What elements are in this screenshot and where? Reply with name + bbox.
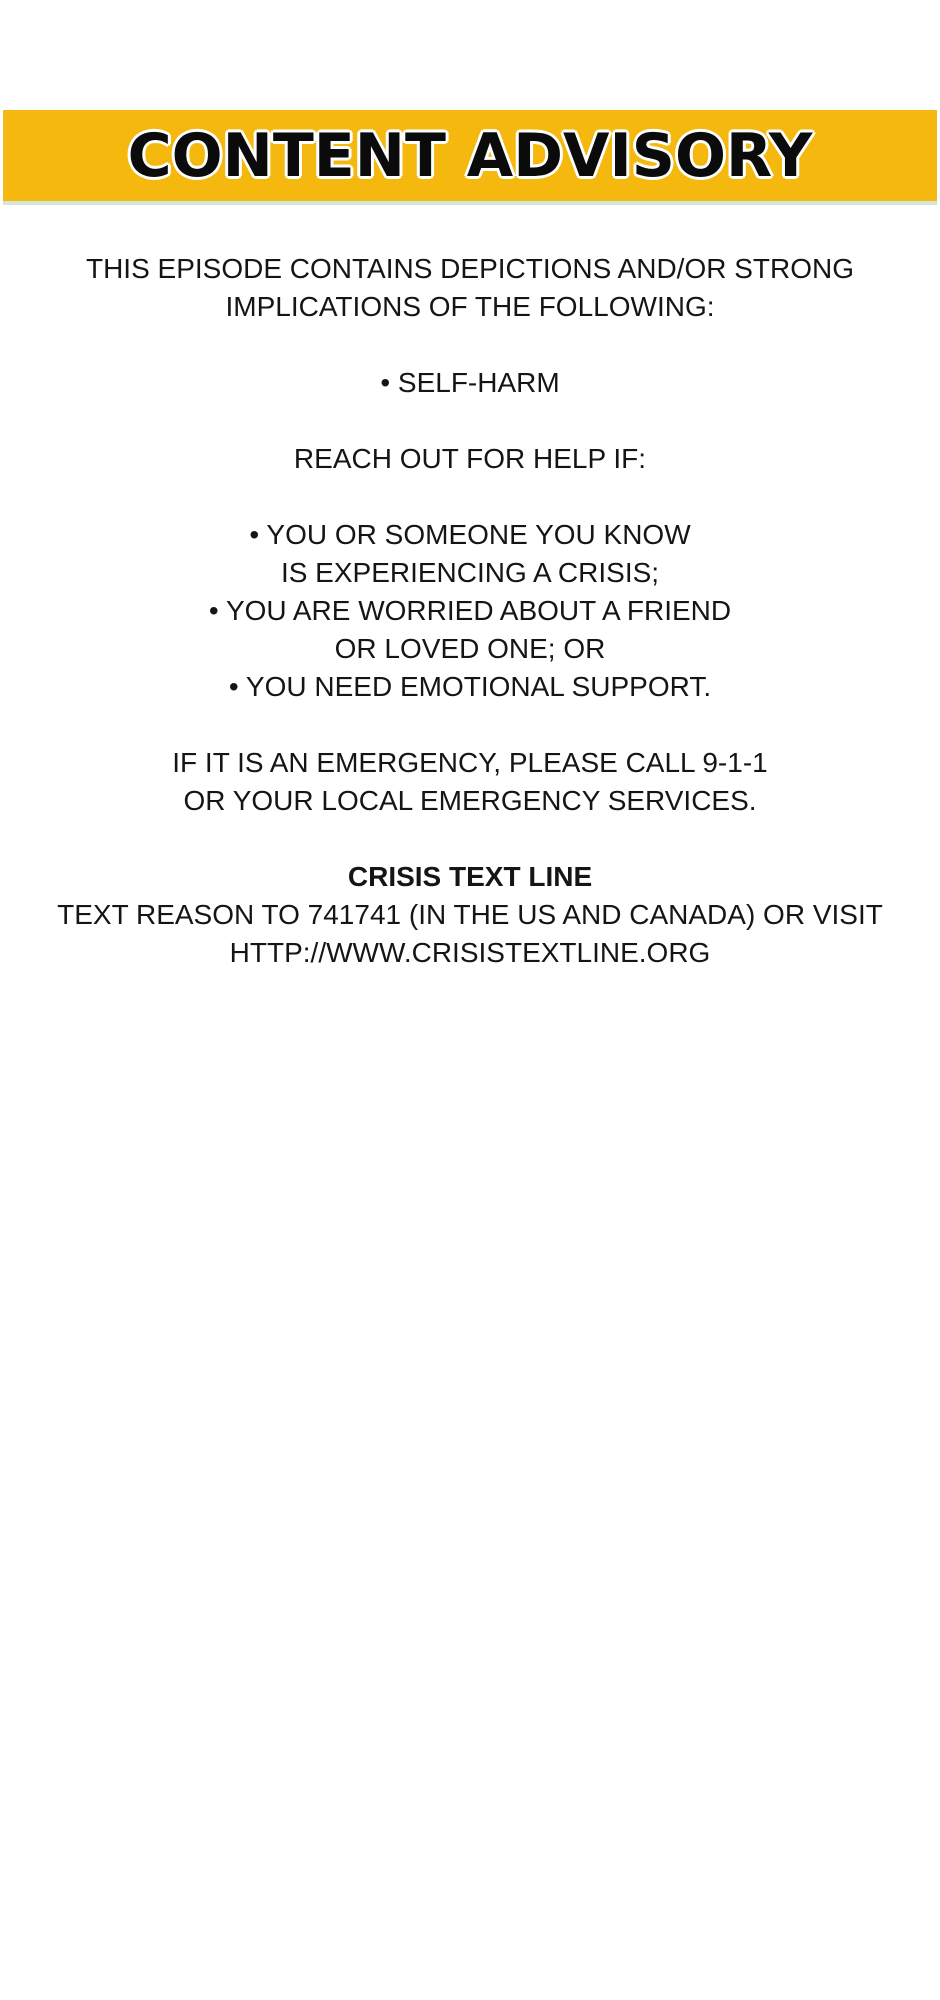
crisis-line-instructions: TEXT REASON TO 741741 (IN THE US AND CANADA) OR VISIT: [57, 899, 883, 930]
help-heading: REACH OUT FOR HELP IF:: [293, 443, 647, 474]
spacer: [0, 326, 940, 364]
spacer: [0, 820, 940, 858]
help-line: • YOU NEED EMOTIONAL SUPPORT.: [228, 671, 712, 702]
help-line: IS EXPERIENCING A CRISIS;: [280, 557, 660, 588]
intro-line-2: IMPLICATIONS OF THE FOLLOWING:: [225, 291, 715, 322]
topic-item: • SELF-HARM: [380, 367, 560, 398]
spacer: [0, 706, 940, 744]
content-advisory-banner: [3, 110, 937, 201]
banner-title: CONTENT ADVISORY: [127, 120, 813, 191]
emergency-line-2: OR YOUR LOCAL EMERGENCY SERVICES.: [183, 785, 757, 816]
crisis-line-url: HTTP://WWW.CRISISTEXTLINE.ORG: [229, 937, 711, 968]
intro-line-1: THIS EPISODE CONTAINS DEPICTIONS AND/OR STRONG: [85, 253, 855, 284]
spacer: [0, 402, 940, 440]
help-line: • YOU ARE WORRIED ABOUT A FRIEND: [208, 595, 732, 626]
help-line: OR LOVED ONE; OR: [334, 633, 606, 664]
spacer: [0, 478, 940, 516]
advisory-body: [0, 250, 940, 972]
emergency-line-1: IF IT IS AN EMERGENCY, PLEASE CALL 9-1-1: [172, 747, 768, 778]
banner-divider: [3, 201, 937, 205]
crisis-line-title: CRISIS TEXT LINE: [347, 861, 593, 892]
help-line: • YOU OR SOMEONE YOU KNOW: [249, 519, 691, 550]
